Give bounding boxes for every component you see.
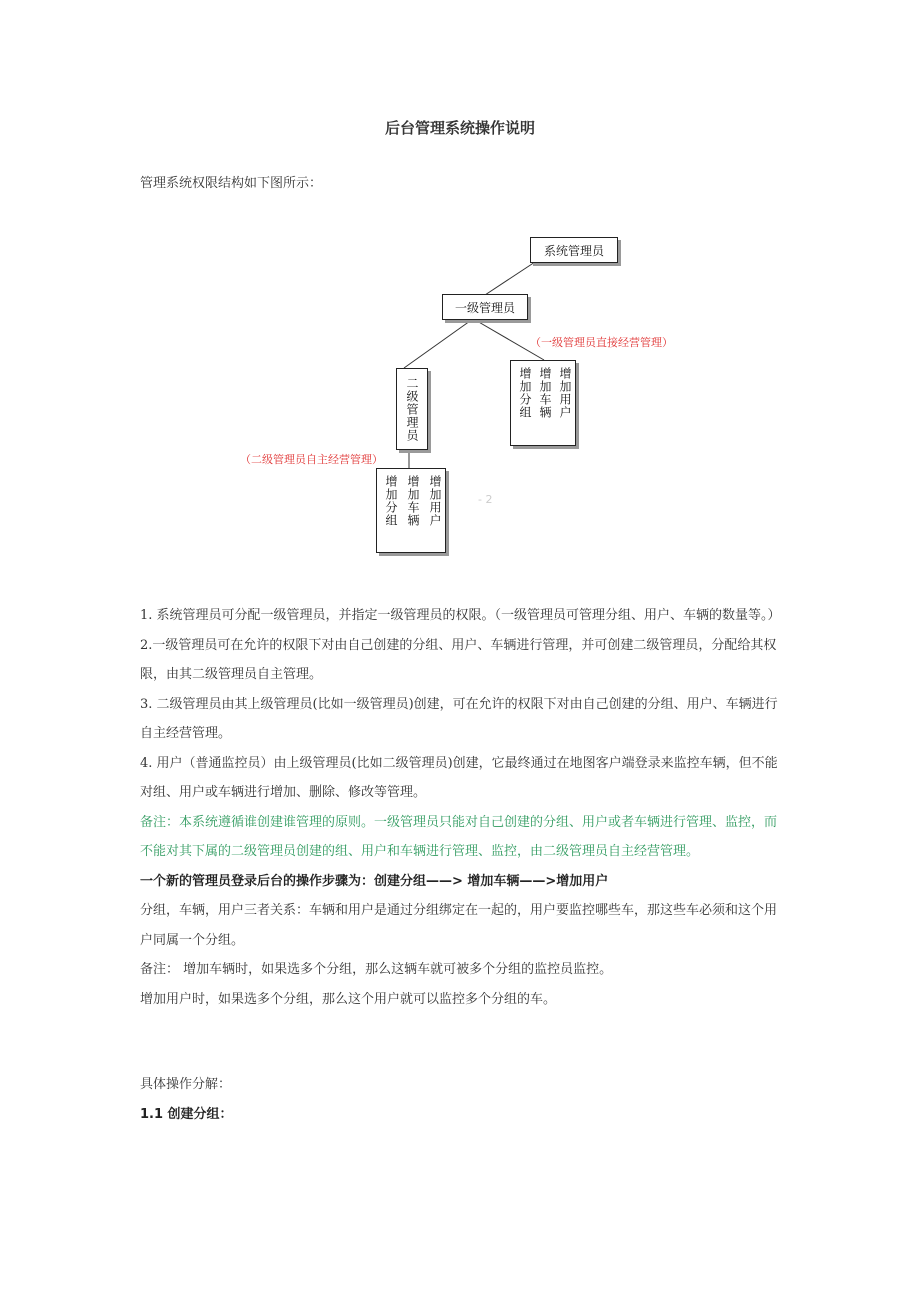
paragraph-4: 4. 用户（普通监控员）由上级管理员(比如二级管理员)创建，它最终通过在地图客户端登录来监控车辆，但不能对组、用户或车辆进行增加、删除、修改等管理。 [140,755,778,800]
body-content [140,601,788,1129]
add-user-label: 增加用户 [558,367,572,419]
add-vehicle-label: 增加车辆 [538,367,552,419]
permission-diagram [220,225,720,565]
add-user-paragraph: 增加用户时，如果选多个分组，那么这个用户就可以监控多个分组的车。 [140,991,557,1007]
level1-admin-box: 一级管理员 [442,294,528,320]
note2-paragraph: 备注： 增加车辆时，如果选多个分组，那么这辆车就可被多个分组的监控员监控。 [140,962,613,977]
level2-admin-box: 二级管理员 [396,368,428,450]
faint-mark: - 2 [478,493,493,506]
paragraph-2: 2.一级管理员可在允许的权限下对由自己创建的分组、用户、车辆进行管理，并可创建二级管理员，分配给其权限，由其二级管理员自主管理。 [140,637,777,682]
steps-paragraph: 一个新的管理员登录后台的操作步骤为：创建分组——> 增加车辆——>增加用户 [140,873,609,889]
breakdown-heading: 具体操作分解： [140,1077,232,1092]
relation-paragraph: 分组，车辆，用户三者关系：车辆和用户是通过分组绑定在一起的，用户要监控哪些车，那这些车必须和这个用户同属一个分组。 [140,903,778,948]
add-vehicle-label: 增加车辆 [406,475,420,527]
line-sys-to-level1 [485,262,535,295]
add-user-label: 增加用户 [428,475,442,527]
section-heading: 1.1 创建分组： [140,1106,233,1122]
add-group-label: 增加分组 [384,475,398,527]
sys-admin-box: 系统管理员 [530,237,618,263]
add-group-label: 增加分组 [518,367,532,419]
paragraph-1: 1. 系统管理员可分配一级管理员，并指定一级管理员的权限。（一级管理员可管理分组、用户、车辆的数量等。） [140,608,781,623]
note-paragraph: 备注：本系统遵循谁创建谁管理的原则。一级管理员只能对自己创建的分组、用户或者车辆进行管理、监控，而不能对其下属的二级管理员创建的组、用户和车辆进行管理、监控，由二级管理员自主经营管理。 [140,814,778,859]
level1-permissions-box [510,360,576,446]
level1-note: （一级管理员直接经营管理） [530,336,673,349]
level2-permissions-box [376,468,446,553]
page-title: 后台管理系统操作说明 [384,119,535,137]
intro-text: 管理系统权限结构如下图所示： [140,176,323,191]
level2-note: （二级管理员自主经营管理） [240,453,383,466]
paragraph-3: 3. 二级管理员由其上级管理员(比如一级管理员)创建，可在允许的权限下对由自己创建的分组、用户、车辆进行自主经营管理。 [140,696,778,741]
diagram-lines [220,225,720,565]
line-level1-to-level2 [404,321,470,368]
